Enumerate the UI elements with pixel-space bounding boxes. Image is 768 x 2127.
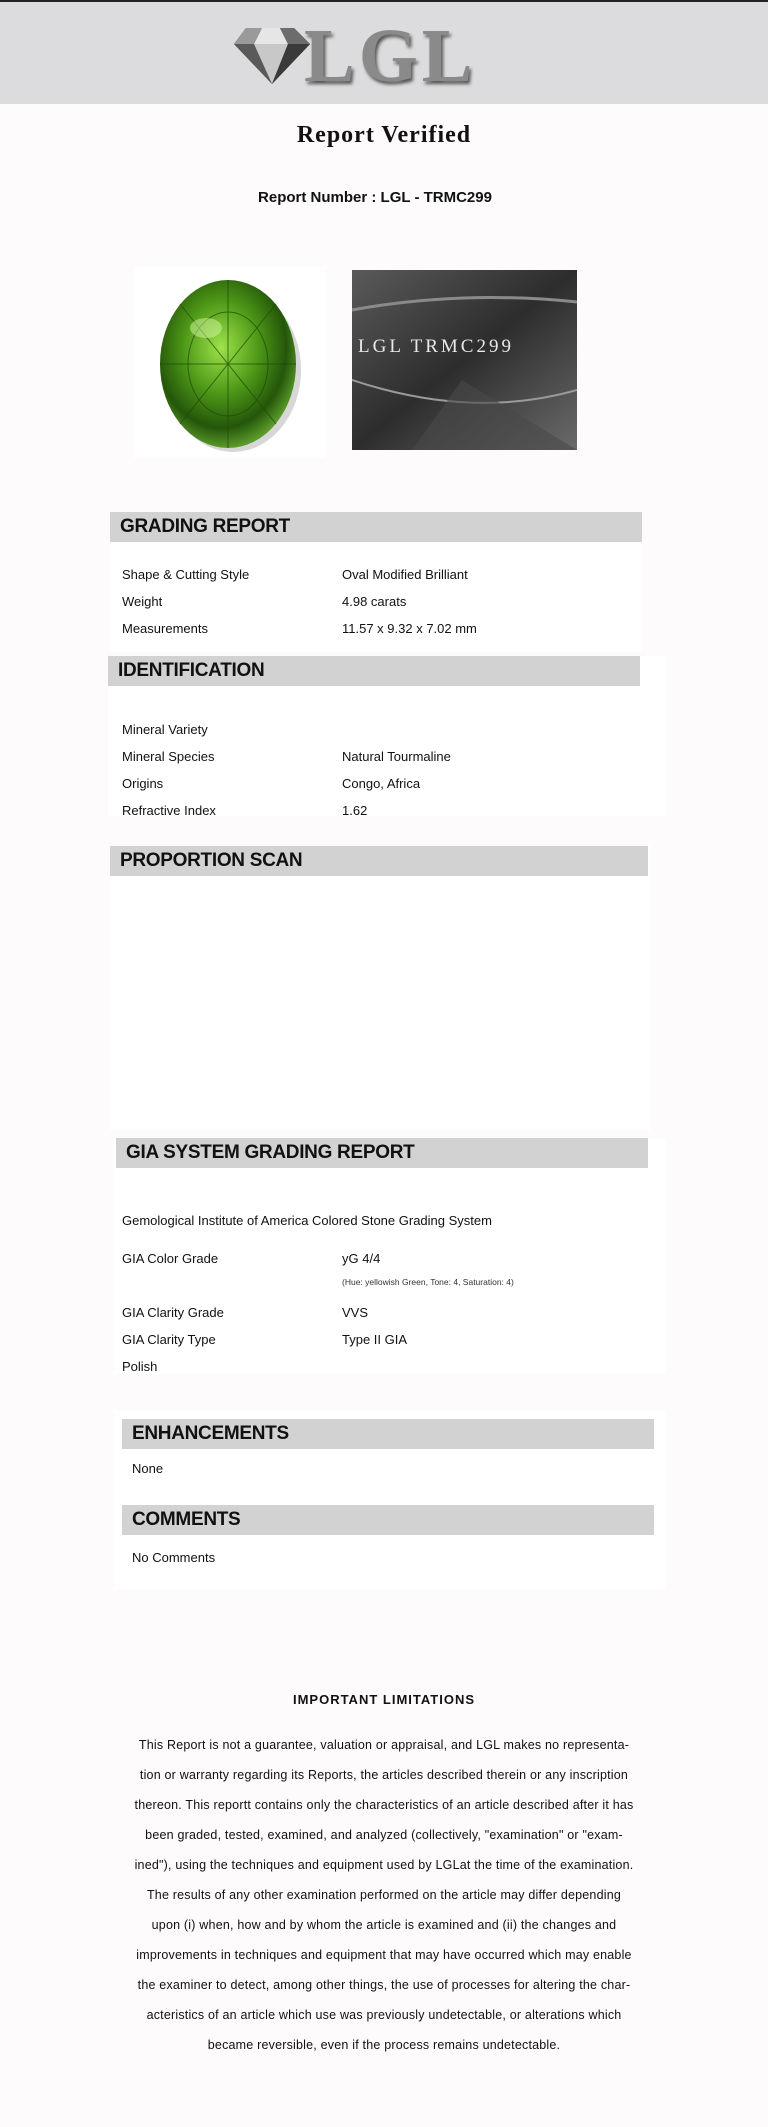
identification-heading: IDENTIFICATION	[108, 656, 640, 686]
row-label: Shape & Cutting Style	[122, 567, 250, 582]
inscription-text: LGL TRMC299	[358, 336, 514, 357]
row-value: 1.62	[342, 803, 368, 818]
row-label: Polish	[122, 1359, 158, 1374]
limitations-heading: IMPORTANT LIMITATIONS	[292, 1692, 476, 1707]
limitations-line: became reversible, even if the process remains undetectable.	[207, 2038, 561, 2052]
limitations-line: thereon. This reportt contains only the characteristics of an article described after it has	[134, 1798, 634, 1812]
limitations-line: acteristics of an article which use was previously undetectable, or alterations which	[146, 2008, 622, 2022]
enhancements-text: None	[132, 1461, 164, 1476]
row-label: GIA Clarity Grade	[122, 1305, 224, 1320]
row-value: 11.57 x 9.32 x 7.02 mm	[342, 621, 477, 636]
limitations-line: the examiner to detect, among other things, the use of processes for altering the char-	[137, 1978, 631, 1992]
logo-wordmark: LGL	[304, 14, 477, 98]
row-label: GIA Clarity Type	[122, 1332, 216, 1347]
grading-report-heading: GRADING REPORT	[110, 512, 642, 542]
limitations-line: This Report is not a guarantee, valuation or appraisal, and LGL makes no representa-	[138, 1738, 630, 1752]
row-label: Weight	[122, 594, 163, 609]
row-label: Mineral Variety	[122, 722, 208, 737]
page-title: Report Verified	[296, 122, 472, 148]
row-label: Origins	[122, 776, 164, 791]
row-value: Congo, Africa	[342, 776, 421, 791]
row-value: 4.98 carats	[342, 594, 407, 609]
enhancements-heading: ENHANCEMENTS	[122, 1419, 654, 1449]
row-value: VVS	[342, 1305, 369, 1320]
gemstone-photo	[134, 266, 326, 458]
row-label: Measurements	[122, 621, 208, 636]
report-number: Report Number : LGL - TRMC299	[258, 189, 492, 206]
proportion-scan-panel	[110, 846, 650, 1130]
row-value: yG 4/4	[342, 1251, 381, 1266]
row-label: Mineral Species	[122, 749, 215, 764]
limitations-line: improvements in techniques and equipment that may have occurred which may enable	[136, 1948, 632, 1962]
limitations-line: ined"), using the techniques and equipment used by LGLat the time of the examination.	[134, 1858, 634, 1872]
row-label: GIA Color Grade	[122, 1251, 219, 1266]
limitations-line: been graded, tested, examined, and analyzed (collectively, "examination" or "exam-	[145, 1828, 623, 1842]
limitations-line: upon (i) when, how and by whom the article is examined and (ii) the changes and	[151, 1918, 617, 1932]
proportion-scan-heading: PROPORTION SCAN	[110, 846, 648, 876]
comments-text: No Comments	[132, 1550, 216, 1565]
row-value: Natural Tourmaline	[342, 749, 451, 764]
inscription-photo	[352, 270, 577, 450]
gia-intro-text: Gemological Institute of America Colored Stone Grading System	[122, 1213, 492, 1228]
gia-system-heading: GIA SYSTEM GRADING REPORT	[116, 1138, 648, 1168]
row-label: Refractive Index	[122, 803, 216, 818]
diamond-icon	[232, 20, 312, 86]
header-bar	[0, 0, 768, 104]
limitations-text	[118, 1730, 650, 2060]
row-value: Type II GIA	[342, 1332, 408, 1347]
comments-heading: COMMENTS	[122, 1505, 654, 1535]
color-grade-note: (Hue: yellowish Green, Tone: 4, Saturation: 4)	[342, 1277, 514, 1287]
row-value: Oval Modified Brilliant	[342, 567, 468, 582]
limitations-line: The results of any other examination performed on the article may differ depending	[146, 1888, 622, 1902]
limitations-line: tion or warranty regarding its Reports, the articles described therein or any inscription	[139, 1768, 629, 1782]
lgl-logo	[232, 14, 492, 98]
